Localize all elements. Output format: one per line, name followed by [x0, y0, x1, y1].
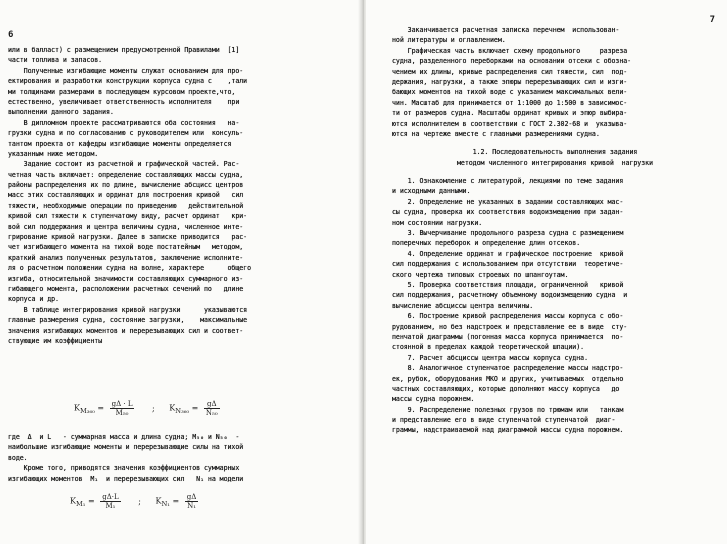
formula-symbol: K — [155, 496, 162, 506]
text-line: 6. Построение кривой распределения массы корпуса с обо- — [392, 312, 624, 321]
text-line: сил поддержания с использованием при отсутствии теоретиче- — [392, 260, 624, 269]
text-line: масс этих составляющих и ординат для построения кривой сил — [8, 191, 244, 200]
text-line: граммы, надстраиваемой над диаграммой массы судна порожнем. — [392, 426, 624, 435]
right-page — [366, 0, 727, 544]
section-heading: методом численного интегрирования кривой нагрузки — [457, 158, 653, 167]
coefficient-formula-total: $K_{M_1}$ = $\frac{g\Delta\cdot L}{\text{M₁}}$ ; $K_{N_1}$ = $\frac{g\Delta}{\text{N₁}}$ — [70, 493, 197, 510]
text-line: стоянной в пределах каждой теоретической шпации). — [392, 343, 585, 352]
text-line: тантом проекта от кафедры изгибающие моменты определяется — [8, 139, 232, 148]
text-line: изгиба, относительной значимости составляющих суммарного из- — [8, 274, 244, 283]
text-line: держания, нагрузки, а также эпюры перерезывающих сил и изги- — [392, 77, 628, 86]
text-line: воде. — [8, 453, 28, 462]
formula-subscript: N₃₆₀ — [175, 407, 190, 416]
spacer — [392, 168, 718, 176]
text-line: корпуса и др. — [8, 295, 59, 304]
text-line: частных составляющих, которые дополняют массу корпуса до — [392, 384, 620, 393]
text-line: ной литературы и оглавлением. — [392, 36, 506, 45]
text-line: ектирования и разработки конструкции корпуса судна с ,тали — [8, 77, 248, 86]
text-line: или в балласт) с размещением предусмотренной Правилами [1] — [8, 46, 240, 54]
text-line: чением их длины, кривые распределения сил тяжести, сил под- — [392, 67, 628, 76]
text-line: судна, разделенного переборками на основании отсеки с обозна- — [392, 57, 632, 66]
text-line: 4. Определение ординат и графическое построение кривой — [392, 249, 624, 258]
formula-numerator: gΔ — [204, 400, 220, 409]
text-line: вой сил поддержания и центра величины судна, численное инте- — [8, 222, 244, 231]
formula-subscript: M₃₆₀ — [79, 407, 95, 416]
text-line: Полученные изгибающие моменты служат основанием для про- — [8, 66, 244, 75]
text-line: чин. Масштаб для принимается от 1:1000 до 1:500 в зависимос- — [392, 98, 628, 107]
text-line: ти от размеров судна. Масштабы ординат кривых и эпюр выбира- — [392, 109, 628, 118]
formula-denominator: M₁ — [105, 502, 116, 510]
text-line: массы судна порожнем. — [392, 395, 475, 404]
formula-subscript: N₁ — [161, 500, 170, 509]
formula-denominator: M₅₀ — [115, 409, 129, 417]
page-number: 6 — [8, 30, 14, 40]
text-line: четная часть включает: определение составляющих массы судна, — [8, 170, 244, 179]
text-line: 5. Проверка соответствия площади, ограниченной кривой — [392, 280, 624, 289]
text-line: 1. Ознакомление с литературой, лекциями по теме задания — [392, 177, 624, 186]
text-line: грирование кривой нагрузки. Далее в записке приводится рас- — [8, 233, 248, 242]
text-line: гибающего момента, расположении расчетных сечений по длине — [8, 284, 244, 293]
text-line: ми толщинами размерами в последующем курсовом проекте,что, — [8, 87, 236, 96]
text-line: 9. Распределение полезных грузов по трюмам или танкам — [392, 405, 624, 414]
formula-denominator: N₅₀ — [205, 409, 218, 417]
text-line: сил поддержания, расчетному объемному водоизмещению судна и — [392, 291, 628, 300]
text-line: где Δ и L - суммарная масса и длина судна; M₅₀ и N₅₀ - — [8, 433, 240, 441]
right-page-text — [392, 25, 718, 436]
formula-fraction — [100, 493, 120, 510]
formula-numerator: gΔ · L — [111, 400, 133, 408]
text-line: и исходными данными. — [392, 187, 471, 196]
text-line: главные размерения судна, состояние загрузки, максимальные — [8, 316, 248, 325]
text-line: поперечных переборок и определение длин отсеков. — [392, 239, 581, 248]
text-line: кривой сил тяжести к ступенчатому виду, расчет ординат кри- — [8, 212, 248, 221]
text-line: пенчатой диаграммы (погонная масса корпуса принимается по- — [392, 332, 624, 341]
text-line: чет изгибающего момента на тихой воде постатейным методом, — [8, 243, 244, 252]
text-line: 8. Аналогичное ступенчатое распределение массы надстро- — [392, 364, 624, 373]
text-line: рудованием, но без надстроек и представление ее в виде сту- — [392, 322, 628, 331]
text-line: наибольшие изгибающие моменты и перерезывающие силы на тихой — [8, 443, 244, 452]
text-line: части топлива и запасов. — [8, 56, 103, 65]
left-page-text — [8, 45, 350, 346]
text-line: ек, рубок, оборудования МКО и других, учитываемых отдельно — [392, 374, 624, 383]
spacer — [392, 139, 718, 147]
text-line: ном состоянии нагрузки. — [392, 218, 483, 227]
formula-denominator: N₁ — [187, 502, 196, 510]
text-line: тяжести, необходимые операции по приведению действительной — [8, 201, 244, 210]
formula-numerator: gΔ·L — [102, 493, 119, 501]
text-line: В таблице интегрирования кривой нагрузки указываются — [8, 305, 248, 314]
text-line: ствующие им коэффициенты — [8, 336, 103, 345]
page-number: 7 — [709, 15, 715, 25]
text-line: 3. Вычерчивание продольного разреза судна с размещением — [392, 229, 624, 238]
text-line: грузки судна и по согласованию с руководителем или консуль- — [8, 129, 244, 138]
left-page — [0, 0, 360, 544]
text-line: сы судна, проверка их соответствия водоизмещению при задан- — [392, 208, 624, 217]
left-page-text-continued — [8, 432, 350, 484]
text-line: ются на чертеже вместе с главными размерениями судна. — [392, 129, 600, 138]
text-line: Задание состоит из расчетной и графической частей. Рас- — [8, 160, 240, 169]
formula-subscript: M₁ — [75, 500, 86, 509]
formula-fraction — [204, 400, 220, 417]
text-line: значения изгибающих моментов и перерезывающих сил и соответ- — [8, 326, 244, 335]
text-line: и представление его в виде ступенчатой ступенчатой диаг- — [392, 416, 616, 425]
text-line: Кроме того, приводятся значения коэффициентов суммарных — [8, 464, 240, 473]
text-line: выполнении данного задания. — [8, 108, 114, 117]
text-line: ского чертежа типовых строевых по шпангоутам. — [392, 270, 569, 279]
text-line: 2. Определение не указанных в задании составляющих мас- — [392, 197, 624, 206]
text-line: Графическая часть включает схему продольного разреза — [392, 46, 628, 55]
text-line: Заканчивается расчетная записка перечнем использован- — [392, 26, 620, 34]
formula-numerator: gΔ — [186, 493, 197, 501]
text-line: районы распределения их по длине, вычисление абсцисс центров — [8, 181, 244, 190]
section-heading: 1.2. Последовательность выполнения задания — [472, 148, 638, 157]
text-line: ля о расчетном положении судна на волне, характере общего — [8, 264, 252, 273]
formula-fraction — [110, 400, 135, 417]
text-line: В дипломном проекте рассматриваются оба состояния на- — [8, 118, 240, 127]
formula-symbol: K — [74, 403, 80, 413]
formula-symbol: K — [70, 496, 76, 506]
text-line: естественно, увеличивает ответственность исполнителя при — [8, 97, 240, 106]
text-line: 7. Расчет абсциссы центра массы корпуса судна. — [392, 353, 588, 362]
text-line: указанным ниже методом. — [8, 149, 99, 158]
formula-fraction — [185, 493, 199, 510]
text-line: краткий анализ полученных результатов, заключение исполните- — [8, 253, 244, 262]
coefficient-formula-still-water: $K_{M_{360}}$ = $\frac{g\Delta \cdot L}{\text{M₅₀}}$ ; $K_{N_{360}}$ = $\frac{g\Delta}{\text{N₅₀}}$ — [74, 400, 218, 417]
formula-symbol: K — [169, 403, 176, 413]
text-line: бающих моментов на тихой воде с указанием максимальных вели- — [392, 88, 628, 97]
text-line: изгибающих моментов M₁ и перерезывающих сил N₁ на модели — [8, 474, 244, 483]
text-line: ются исполнителем в соответствии с ГОСТ 2.302-68 и указыва- — [392, 119, 628, 128]
text-line: вычисление абсциссы центра величины. — [392, 301, 534, 310]
